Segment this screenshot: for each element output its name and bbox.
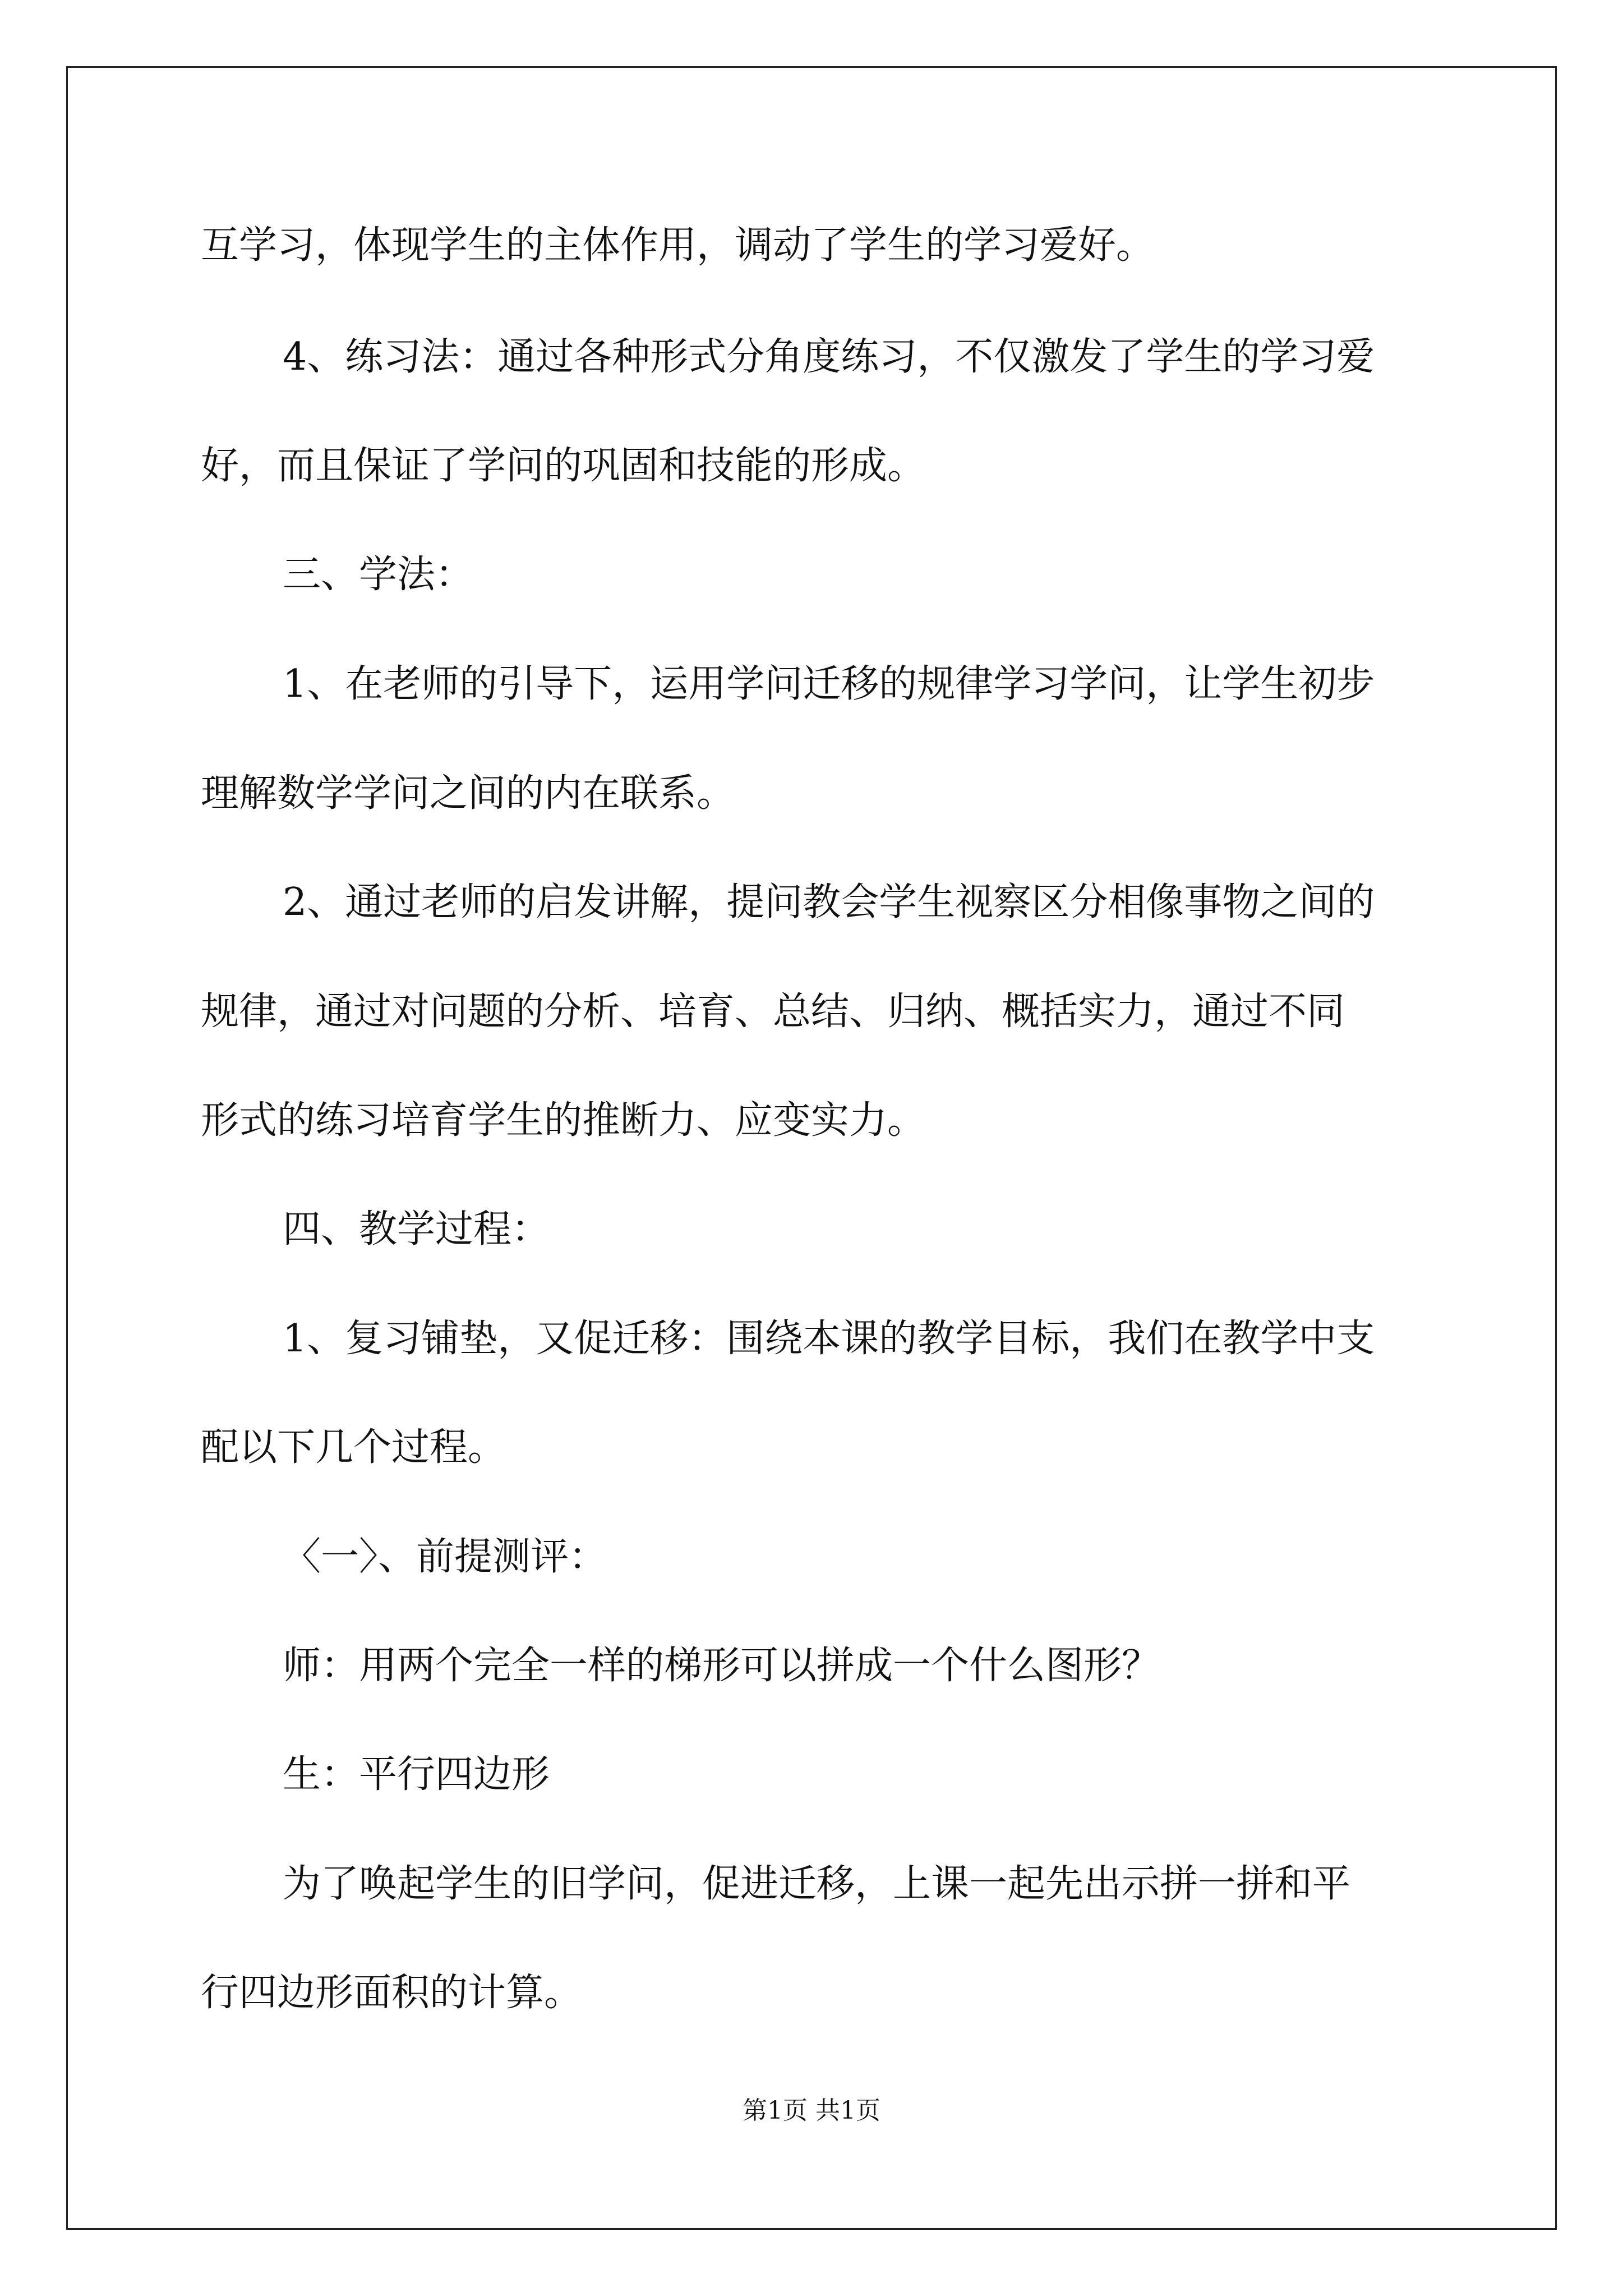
paragraph-line: 好，而且保证了学问的巩固和技能的形成。 [201, 444, 926, 488]
paragraph-line: 配以下几个过程。 [201, 1425, 506, 1470]
paragraph-line: 理解数学学问之间的内在联系。 [201, 771, 735, 816]
paragraph-line: 为了唤起学生的旧学问，促进迁移，上课一起先出示拼一拼和平 [283, 1862, 1351, 1906]
paragraph-line: 行四边形面积的计算。 [201, 1971, 583, 2015]
page-footer: 第1页 共1页 [743, 2096, 880, 2125]
dialogue-line: 师：用两个完全一样的梯形可以拼成一个什么图形？ [283, 1644, 1160, 1688]
paragraph-line: 规律，通过对问题的分析、培育、总结、归纳、概括实力，通过不同 [201, 990, 1345, 1034]
paragraph-line: 互学习，体现学生的主体作用，调动了学生的学习爱好。 [201, 223, 1155, 268]
dialogue-line: 生：平行四边形 [283, 1752, 550, 1797]
section-heading: 三、学法： [283, 553, 474, 597]
paragraph-line: 2、通过老师的启发讲解，提问教会学生视察区分相像事物之间的 [283, 880, 1375, 924]
paragraph-line: 1、在老师的引导下，运用学问迁移的规律学习学问，让学生初步 [283, 662, 1375, 706]
paragraph-line: 4、练习法：通过各种形式分角度练习，不仅激发了学生的学习爱 [283, 335, 1375, 379]
paragraph-line: 形式的练习培育学生的推断力、应变实力。 [201, 1098, 926, 1143]
subsection-heading: 〈一〉、前提测评： [283, 1535, 607, 1579]
paragraph-line: 1、复习铺垫，又促迁移：围绕本课的教学目标，我们在教学中支 [283, 1317, 1375, 1361]
section-heading: 四、教学过程： [283, 1207, 550, 1251]
